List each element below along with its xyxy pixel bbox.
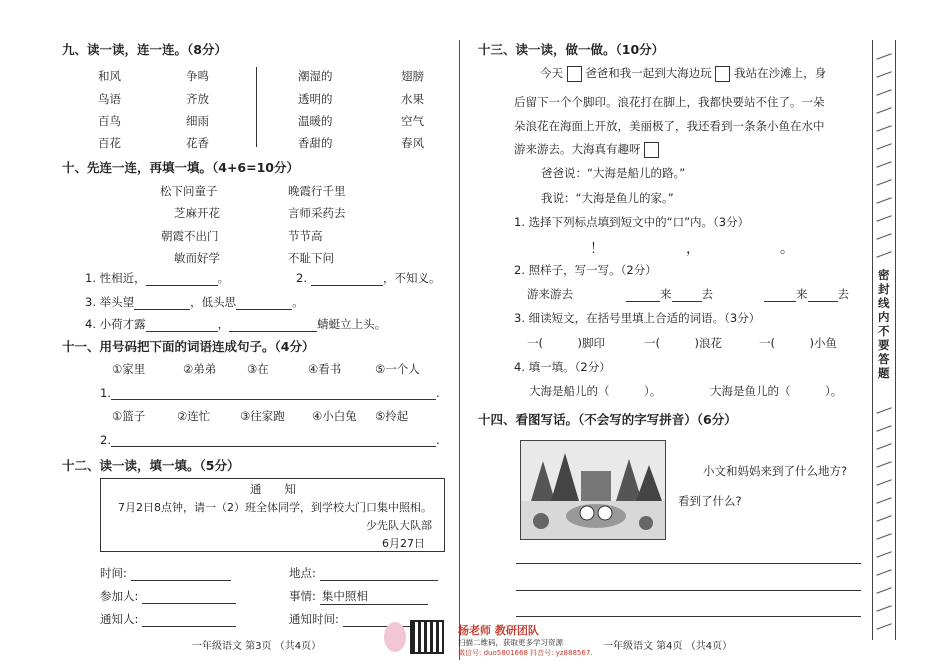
pattern-blank-1: [626, 286, 713, 302]
question-13-2: 2. 照样子，写一写。（2分）: [514, 263, 657, 277]
question-13-4: 4. 填一填。（2分）: [514, 360, 611, 374]
match-item[interactable]: 温暖的: [298, 114, 333, 128]
word-option: ①家里: [112, 362, 146, 376]
column-divider: [256, 67, 257, 147]
match-item[interactable]: 细雨: [186, 114, 209, 128]
match-item[interactable]: 争鸣: [186, 69, 209, 83]
punctuation-box[interactable]: [644, 142, 659, 158]
answer-blank[interactable]: [142, 615, 236, 627]
field-notifier: [100, 611, 236, 627]
field-label: 时间:: [100, 566, 127, 580]
question-text: 2.: [100, 433, 111, 447]
fill-phrase[interactable]: 一( )小鱼: [759, 336, 837, 350]
field-label: 通知人:: [100, 612, 139, 626]
question-text: 1. 性相近，: [85, 271, 146, 285]
notice-body: 7月2日8点钟，请一（2）班全体同学，到学校大门口集中照相。: [118, 501, 432, 514]
match-item[interactable]: 潮湿的: [298, 69, 333, 83]
passage-text: 游来游去。大海真有趣呀: [514, 142, 641, 156]
pattern-blank-2: [764, 286, 849, 302]
fill-sentence[interactable]: 大海是船儿的（ ）。: [529, 384, 662, 398]
question-text: 。: [292, 295, 304, 309]
picture-prompt-2: 看到了什么?: [678, 494, 742, 508]
brand-name: 杨老师 教研团队: [458, 624, 539, 637]
passage-line-4: [514, 141, 659, 158]
passage-text: 爸爸和我一起到大海边玩: [585, 66, 712, 80]
section-11-heading: 十一、用号码把下面的词语连成句子。（4分）: [62, 339, 315, 354]
word-option: ③往家跑: [240, 409, 285, 423]
match-item[interactable]: 敏而好学: [174, 251, 220, 265]
punct-option: ，: [686, 241, 700, 257]
question-13-3: 3. 细读短文，在括号里填上合适的词语。（3分）: [514, 311, 761, 325]
section-9-heading: 九、读一读，连一连。（8分）: [62, 42, 227, 57]
match-item[interactable]: 朝霞不出门: [161, 229, 219, 243]
mascot-logo: [384, 622, 406, 652]
page-footer-left: 一年级语文 第3页 （共4页）: [192, 641, 322, 652]
writing-line[interactable]: [516, 616, 861, 617]
page-divider: [459, 40, 460, 660]
word-option: ②连忙: [177, 409, 211, 423]
match-item[interactable]: 翅膀: [401, 69, 424, 83]
match-item[interactable]: 芝麻开花: [174, 206, 220, 220]
answer-blank[interactable]: [229, 320, 317, 332]
seal-text: 密封线内不要答题: [878, 268, 890, 380]
match-item[interactable]: 松下问童子: [160, 184, 218, 198]
question-text: 来: [660, 287, 672, 301]
field-participants: [100, 588, 236, 604]
field-label: 事情:: [289, 589, 316, 603]
punctuation-box[interactable]: [715, 66, 730, 82]
question-text: 2.: [296, 271, 307, 285]
answer-blank[interactable]: [111, 388, 436, 400]
passage-line-3: 朵浪花在海面上开放，美丽极了，我还看到一条条小鱼在水中: [514, 119, 825, 133]
match-item[interactable]: 不耻下问: [288, 251, 334, 265]
match-item[interactable]: 晚霞行千里: [288, 184, 346, 198]
answer-blank[interactable]: [311, 274, 383, 286]
match-item[interactable]: 百花: [98, 136, 121, 150]
scan-hint: 扫描二维码，获取更多学习资源: [458, 638, 563, 647]
match-item[interactable]: 言师采药去: [288, 206, 346, 220]
match-item[interactable]: 透明的: [298, 92, 333, 106]
match-item[interactable]: 水果: [401, 92, 424, 106]
question-text: 1.: [100, 386, 111, 400]
notice-signature: 少先队大队部: [366, 519, 432, 532]
word-option: ①篮子: [112, 409, 146, 423]
section-10-heading: 十、先连一连，再填一填。（4+6=10分）: [62, 160, 299, 175]
punct-option: ！: [590, 241, 604, 257]
fill-question-2: [296, 270, 440, 286]
passage-line-1: [540, 65, 826, 82]
page-footer-right: 一年级语文 第4页 （共4页）: [603, 641, 733, 652]
passage-text: 今天: [540, 66, 563, 80]
picture-prompt-1: 小文和妈妈来到了什么地方?: [703, 464, 848, 478]
example-word: 游来游去: [527, 287, 573, 301]
i-said: 我说：“大海是鱼儿的家。”: [541, 191, 674, 205]
question-text: 去: [701, 287, 713, 301]
fill-phrase[interactable]: 一( )浪花: [644, 336, 722, 350]
field-label: 地点:: [289, 566, 316, 580]
punct-option: 。: [780, 241, 794, 257]
answer-blank[interactable]: [808, 290, 838, 302]
match-item[interactable]: 和风: [98, 69, 121, 83]
fill-question-1: [85, 270, 229, 286]
section-13-heading: 十三、读一读，做一做。（10分）: [478, 42, 665, 57]
event-value: 集中照相: [320, 588, 428, 605]
question-text: ，: [217, 317, 230, 331]
fill-question-4: [85, 316, 386, 332]
answer-blank[interactable]: [131, 569, 231, 581]
dad-said: 爸爸说：“大海是船儿的路。”: [541, 166, 686, 180]
writing-line[interactable]: [516, 563, 861, 564]
question-text: 3. 举头望: [85, 295, 135, 309]
answer-blank[interactable]: [320, 569, 438, 581]
word-option: ⑤一个人: [375, 362, 420, 376]
question-text: 4. 小荷才露: [85, 317, 146, 331]
passage-text: 我站在沙滩上，身: [734, 66, 827, 80]
word-option: ④看书: [308, 362, 342, 376]
match-item[interactable]: 春风: [401, 136, 424, 150]
fill-phrase[interactable]: 一( )脚印: [527, 336, 605, 350]
match-item[interactable]: 百鸟: [98, 114, 121, 128]
notice-title: 通 知: [250, 482, 296, 496]
question-text: 。: [217, 271, 230, 285]
answer-blank[interactable]: [236, 298, 292, 310]
contact-info: 微信号: duo5801668 抖音号: yz888567.: [458, 649, 593, 657]
scene-illustration: [520, 440, 666, 540]
notice-date: 6月27日: [382, 537, 425, 550]
writing-line[interactable]: [516, 590, 861, 591]
fill-sentence[interactable]: 大海是鱼儿的（ ）。: [710, 384, 843, 398]
sentence-blank-2: 2. .: [100, 433, 440, 447]
field-event: [289, 588, 428, 605]
answer-blank[interactable]: [142, 592, 236, 604]
punctuation-box[interactable]: [567, 66, 582, 82]
fill-question-3: [85, 294, 304, 310]
section-14-heading: 十四、看图写话。（不会写的字写拼音）（6分）: [478, 412, 737, 427]
qr-code-icon: [410, 620, 444, 654]
match-item[interactable]: 鸟语: [98, 92, 121, 106]
section-12-heading: 十二、读一读，填一填。（5分）: [62, 458, 240, 473]
sentence-blank-1: 1. .: [100, 386, 440, 400]
answer-blank[interactable]: [626, 290, 660, 302]
field-label: 通知时间:: [289, 612, 339, 626]
word-option: ④小白兔: [312, 409, 357, 423]
question-text: 来: [796, 287, 808, 301]
field-label: 参加人:: [100, 589, 139, 603]
question-text: 去: [837, 287, 849, 301]
answer-blank[interactable]: [672, 290, 702, 302]
field-time: [100, 565, 231, 581]
passage-line-2: 后留下一个个脚印。浪花打在脚上，我都快要站不住了。一朵: [514, 95, 825, 109]
match-item[interactable]: 空气: [401, 114, 424, 128]
answer-blank[interactable]: [111, 435, 436, 447]
word-option: ②弟弟: [183, 362, 217, 376]
field-place: [289, 565, 438, 581]
match-item[interactable]: 齐放: [186, 92, 209, 106]
question-text: ，低头思: [190, 295, 237, 309]
match-item[interactable]: 香甜的: [298, 136, 333, 150]
answer-blank[interactable]: [146, 274, 218, 286]
question-13-1: 1. 选择下列标点填到短文中的“口”内。（3分）: [514, 215, 750, 229]
question-text: ，不知义。: [382, 271, 441, 285]
word-option: ③在: [247, 362, 269, 376]
match-item[interactable]: 节节高: [288, 229, 323, 243]
answer-blank[interactable]: [146, 320, 218, 332]
word-option: ⑤拎起: [375, 409, 409, 423]
question-text: 蜻蜓立上头。: [317, 317, 387, 331]
answer-blank[interactable]: [134, 298, 190, 310]
answer-blank[interactable]: [764, 290, 796, 302]
match-item[interactable]: 花香: [186, 136, 209, 150]
